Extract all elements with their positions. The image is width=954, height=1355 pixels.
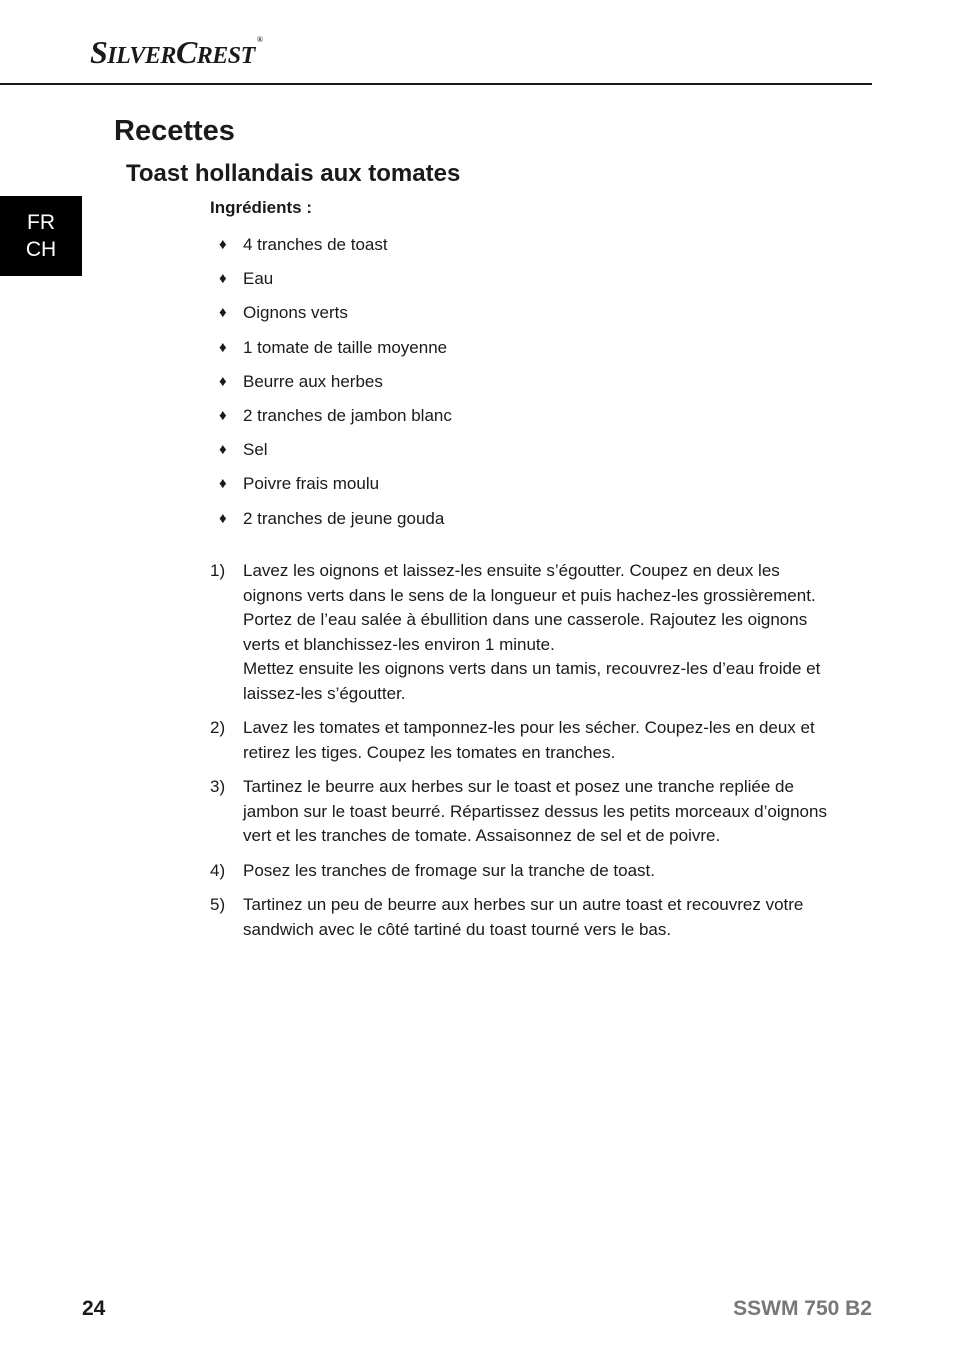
step-item bbox=[210, 893, 840, 942]
step-paragraph: Tartinez le beurre aux herbes sur le toast et posez une tranche repliée de jambon sur le toast beurré. Répartissez dessus les petits morceaux d’oignons vert et les tranches de tomate. Assaisonnez de sel et de poivre. bbox=[243, 777, 827, 845]
step-text bbox=[243, 559, 840, 706]
recipe-title: Toast hollandais aux tomates bbox=[126, 160, 461, 187]
step-number: 3) bbox=[210, 777, 226, 796]
step-number: 4) bbox=[210, 860, 226, 880]
ingredient-text: Poivre frais moulu bbox=[243, 474, 380, 494]
language-code-fr: FR bbox=[27, 211, 55, 234]
step-text bbox=[243, 716, 840, 765]
ingredient-item bbox=[210, 507, 452, 541]
language-tab bbox=[0, 196, 82, 276]
diamond-bullet-icon: ♦ bbox=[219, 475, 227, 493]
ingredients-list bbox=[210, 233, 452, 541]
ingredient-item bbox=[210, 336, 452, 370]
logo-ilver: ILVER bbox=[107, 43, 176, 69]
ingredient-item bbox=[210, 301, 452, 335]
step-item bbox=[210, 716, 840, 765]
ingredient-item bbox=[210, 267, 452, 301]
step-item bbox=[210, 559, 840, 706]
ingredient-text: Beurre aux herbes bbox=[243, 371, 383, 391]
step-paragraph: Posez les tranches de fromage sur la tranche de toast. bbox=[243, 860, 656, 880]
ingredient-item bbox=[210, 438, 452, 472]
ingredient-text: 1 tomate de taille moyenne bbox=[243, 337, 448, 357]
diamond-bullet-icon: ♦ bbox=[219, 338, 227, 356]
step-text bbox=[243, 775, 840, 849]
steps-list bbox=[210, 559, 840, 952]
logo-c: C bbox=[175, 34, 197, 70]
diamond-bullet-icon: ♦ bbox=[219, 270, 227, 288]
diamond-bullet-icon: ♦ bbox=[219, 406, 227, 424]
logo-s: S bbox=[90, 34, 108, 70]
step-paragraph: Mettez ensuite les oignons verts dans un tamis, recouvrez-les d’eau froide et laissez-les s’égoutter. bbox=[243, 659, 821, 703]
page-title: Recettes bbox=[114, 115, 235, 147]
ingredient-item bbox=[210, 370, 452, 404]
model-number: SSWM 750 B2 bbox=[733, 1297, 872, 1320]
step-paragraph: Lavez les oignons et laissez-les ensuite s’égoutter. Coupez en deux les oignons verts dans le sens de la longueur et puis hachez-les grossièrement. Portez de l’eau salée à ébullition dans une casserole. Rajoutez les oignons verts et blanchissez-les environ 1 minute. bbox=[243, 561, 816, 654]
diamond-bullet-icon: ♦ bbox=[219, 509, 227, 527]
step-text bbox=[243, 859, 840, 884]
diamond-bullet-icon: ♦ bbox=[219, 441, 227, 459]
diamond-bullet-icon: ♦ bbox=[219, 304, 227, 322]
ingredient-item bbox=[210, 404, 452, 438]
step-paragraph: Tartinez un peu de beurre aux herbes sur un autre toast et recouvrez votre sandwich avec le côté tartiné du toast tourné vers le bas. bbox=[243, 895, 804, 939]
ingredient-text: Sel bbox=[243, 440, 268, 460]
step-text bbox=[243, 893, 840, 942]
step-item bbox=[210, 775, 840, 849]
registered-mark: ® bbox=[256, 35, 263, 44]
logo-rest: REST bbox=[196, 43, 255, 69]
ingredient-text: 2 tranches de jeune gouda bbox=[243, 508, 445, 528]
step-number: 2) bbox=[210, 718, 226, 737]
ingredient-text: 4 tranches de toast bbox=[243, 235, 388, 254]
diamond-bullet-icon: ♦ bbox=[219, 236, 227, 253]
ingredient-text: Oignons verts bbox=[243, 303, 348, 323]
step-number: 1) bbox=[210, 561, 226, 580]
step-item bbox=[210, 859, 840, 884]
ingredient-item bbox=[210, 472, 452, 506]
page-number: 24 bbox=[82, 1297, 106, 1320]
ingredient-text: Eau bbox=[243, 269, 274, 289]
step-number: 5) bbox=[210, 895, 226, 914]
header-divider bbox=[0, 83, 872, 85]
ingredient-item bbox=[210, 233, 452, 267]
silvercrest-logo bbox=[90, 36, 262, 68]
ingredient-text: 2 tranches de jambon blanc bbox=[243, 405, 452, 425]
diamond-bullet-icon: ♦ bbox=[219, 372, 227, 390]
language-code-ch: CH bbox=[25, 238, 57, 261]
ingredients-label: Ingrédients : bbox=[210, 198, 313, 217]
step-paragraph: Lavez les tomates et tamponnez-les pour les sécher. Coupez-les en deux et retirez les tiges. Coupez les tomates en tranches. bbox=[243, 718, 815, 762]
